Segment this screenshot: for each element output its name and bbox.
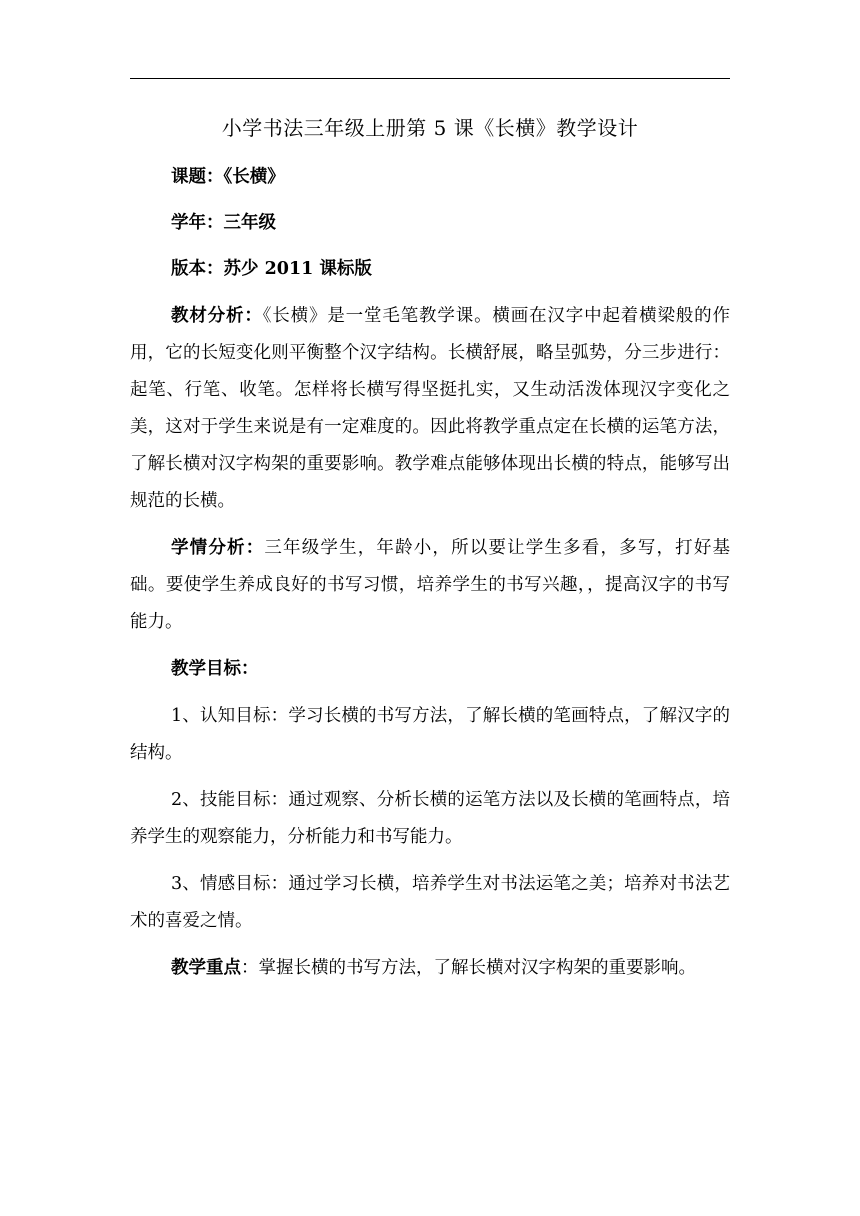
- topic-line: [130, 154, 730, 200]
- objective-item: 3、情感目标：通过学习长横，培养学生对书法运笔之美；培养对书法艺术的喜爱之情。: [130, 874, 730, 931]
- grade-label: 学年：: [171, 213, 224, 233]
- material-analysis-paragraph: [130, 298, 730, 520]
- material-analysis-text: 《长横》是一堂毛笔教学课。横画在汉字中起着横梁般的作用，它的长短变化则平衡整个汉字结构。长横舒展，略呈弧势，分三步进行：起笔、行笔、收笔。怎样将长横写得坚挺扎实，又生动活泼体现汉字变化之美，这对于学生来说是有一定难度的。因此将教学重点定在长横的运笔方法，了解长横对汉字构架的重要影响。教学难点能够体现出长横的特点，能够写出规范的长横。: [130, 306, 731, 511]
- student-analysis-text: 三年级学生，年龄小，所以要让学生多看，多写，打好基础。要使学生养成良好的书写习惯，培养学生的书写兴趣，，提高汉字的书写能力。: [130, 538, 731, 632]
- key-point-text: 掌握长横的书写方法，了解长横对汉字构架的重要影响。: [258, 958, 696, 978]
- grade-value: 三年级: [223, 213, 276, 233]
- student-analysis-label: 学情分析：: [171, 538, 265, 558]
- document-body: [130, 108, 730, 997]
- edition-line: [130, 246, 730, 292]
- objective-item: 2、技能目标：通过观察、分析长横的运笔方法以及长横的笔画特点，培养学生的观察能力，分析能力和书写能力。: [130, 790, 730, 847]
- edition-value: 苏少 2011 课标版: [223, 259, 372, 279]
- objectives-heading: 教学目标：: [171, 659, 259, 679]
- topic-label: 课题：: [171, 167, 224, 187]
- student-analysis-paragraph: [130, 530, 730, 641]
- document-title: 小学书法三年级上册第 5 课《长横》教学设计: [221, 116, 639, 140]
- key-point-label: 教学重点: [171, 958, 241, 978]
- key-point-colon: ：: [241, 958, 259, 978]
- topic-value: 《长横》: [223, 167, 285, 187]
- edition-label: 版本：: [171, 259, 224, 279]
- grade-line: [130, 200, 730, 246]
- header-rule: [130, 78, 730, 79]
- material-analysis-label: 教材分析：: [171, 306, 263, 326]
- key-point-paragraph: [130, 950, 730, 987]
- objective-item: 1、认知目标：学习长横的书写方法，了解长横的笔画特点，了解汉字的结构。: [130, 706, 730, 763]
